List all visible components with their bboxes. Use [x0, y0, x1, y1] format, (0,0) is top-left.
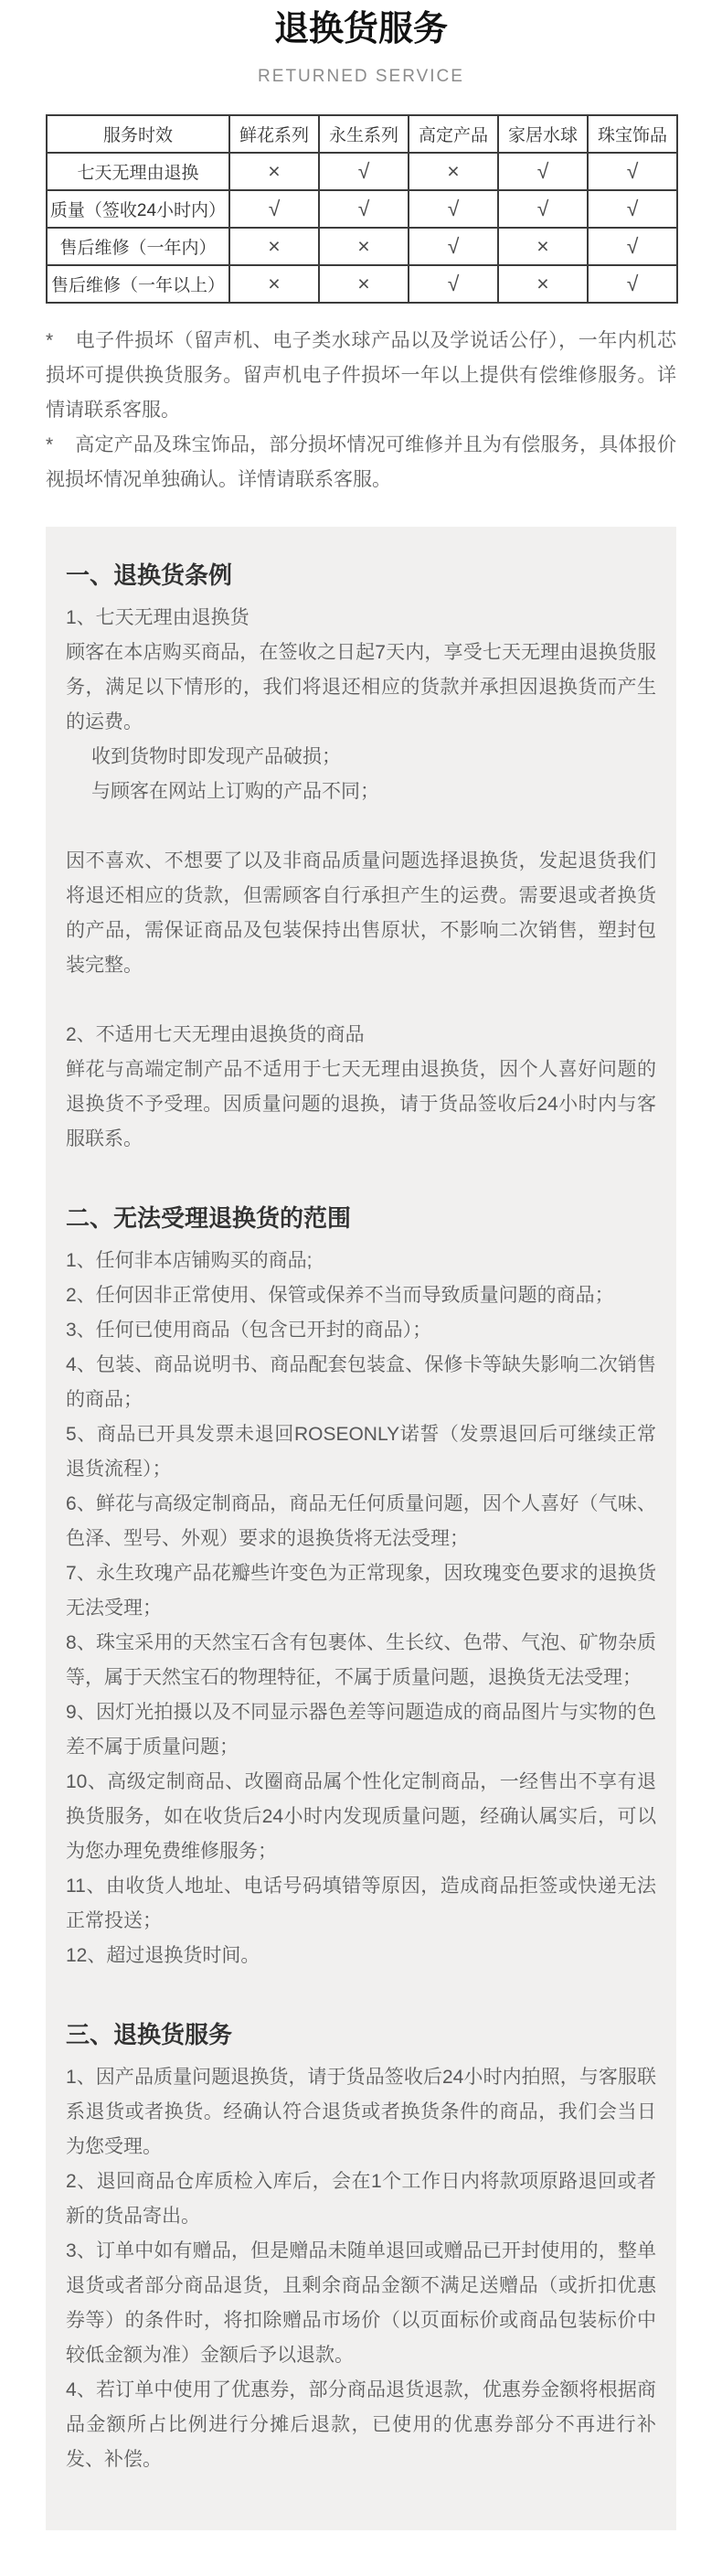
policy-paragraph: 1、因产品质量问题退换货，请于货品签收后24小时内拍照，与客服联系退货或者换货。经确认符合退货或者换货条件的商品，我们会当日为您受理。 — [66, 2066, 656, 2157]
policy-paragraph: 4、包装、商品说明书、商品配套包装盒、保修卡等缺失影响二次销售的商品； — [66, 1353, 656, 1410]
table-header-cell: 鲜花系列 — [229, 115, 319, 153]
policy-paragraph: 收到货物时即发现产品破损； — [91, 745, 341, 767]
policy-paragraph: 鲜花与高端定制产品不适用于七天无理由退换货，因个人喜好问题的退换货不予受理。因质量问题的退换，请于货品签收后24小时内与客服联系。 — [66, 1058, 656, 1149]
policy-paragraph: 3、任何已使用商品（包含已开封的商品）； — [66, 1319, 432, 1341]
check-mark-cell: √ — [409, 265, 498, 303]
table-row — [47, 228, 677, 265]
page-title: 退换货服务 — [273, 10, 448, 48]
policy-paragraph: 与顾客在网站上订购的产品不同； — [91, 780, 379, 802]
service-matrix-table — [46, 114, 678, 304]
check-mark-cell: √ — [409, 190, 498, 228]
footnote-marker: * — [46, 433, 54, 455]
cross-mark-cell: × — [229, 228, 319, 265]
policy-panel — [46, 527, 676, 2530]
policy-paragraph: 3、订单中如有赠品，但是赠品未随单退回或赠品已开封使用的，整单退货或者部分商品退货，且剩余商品金额不满足送赠品（或折扣优惠券等）的条件时，将扣除赠品市场价（以页面标价或商品包装标价中较低金额为准）金额后予以退款。 — [66, 2239, 656, 2366]
policy-paragraph: 11、由收货人地址、电话号码填错等原因，造成商品拒签或快递无法正常投送； — [66, 1875, 656, 1931]
policy-paragraph: 顾客在本店购买商品，在签收之日起7天内，享受七天无理由退换货服务，满足以下情形的，我们将退还相应的货款并承担因退换货而产生的运费。 — [66, 641, 656, 732]
section-heading: 二、无法受理退换货的范围 — [66, 1203, 352, 1232]
policy-section — [66, 2019, 656, 2477]
table-row — [47, 265, 677, 303]
cross-mark-cell: × — [319, 228, 409, 265]
check-mark-cell: √ — [409, 228, 498, 265]
page-subtitle: RETURNED SERVICE — [258, 66, 464, 86]
table-header-cell: 服务时效 — [47, 115, 229, 153]
check-mark-cell: √ — [498, 190, 588, 228]
row-label-cell: 售后维修（一年以上） — [47, 265, 229, 303]
cross-mark-cell: × — [498, 228, 588, 265]
policy-paragraph: 7、永生玫瑰产品花瓣些许变色为正常现象，因玫瑰变色要求的退换货无法受理； — [66, 1562, 656, 1619]
check-mark-cell: √ — [588, 228, 677, 265]
policy-paragraph: 2、任何因非正常使用、保管或保养不当而导致质量问题的商品； — [66, 1284, 614, 1306]
table-header-cell: 高定产品 — [409, 115, 498, 153]
policy-paragraph: 12、超过退换货时间。 — [66, 1944, 260, 1966]
table-row — [47, 190, 677, 228]
footnote: * 电子件损坏（留声机、电子类水球产品以及学说话公仔），一年内机芯损坏可提供换货服务。留声机电子件损坏一年以上提供有偿维修服务。详情请联系客服。 — [46, 324, 676, 428]
cross-mark-cell: × — [409, 153, 498, 190]
check-mark-cell: √ — [498, 153, 588, 190]
policy-section — [66, 560, 656, 1157]
section-heading: 三、退换货服务 — [66, 2020, 233, 2048]
table-header-cell: 家居水球 — [498, 115, 588, 153]
policy-paragraph: 8、珠宝采用的天然宝石含有包裹体、生长纹、色带、气泡、矿物杂质等，属于天然宝石的物理特征，不属于质量问题，退换货无法受理； — [66, 1631, 656, 1688]
table-header-cell: 永生系列 — [319, 115, 409, 153]
policy-paragraph: 10、高级定制商品、改圈商品属个性化定制商品，一经售出不享有退换货服务，如在收货后24小时内发现质量问题，经确认属实后，可以为您办理免费维修服务； — [66, 1770, 656, 1862]
policy-paragraph: 2、退回商品仓库质检入库后，会在1个工作日内将款项原路退回或者新的货品寄出。 — [66, 2170, 656, 2227]
row-label-cell: 质量（签收24小时内） — [47, 190, 229, 228]
policy-paragraph: 9、因灯光拍摄以及不同显示器色差等问题造成的商品图片与实物的色差不属于质量问题； — [66, 1701, 656, 1758]
cross-mark-cell: × — [229, 265, 319, 303]
check-mark-cell: √ — [229, 190, 319, 228]
check-mark-cell: √ — [319, 190, 409, 228]
row-label-cell: 售后维修（一年内） — [47, 228, 229, 265]
policy-paragraph: 4、若订单中使用了优惠券，部分商品退货退款，优惠券金额将根据商品金额所占比例进行分摊后退款，已使用的优惠券部分不再进行补发、补偿。 — [66, 2378, 656, 2470]
policy-paragraph: 5、商品已开具发票未退回ROSEONLY诺誓（发票退回后可继续正常退货流程）； — [66, 1423, 656, 1480]
cross-mark-cell: × — [319, 265, 409, 303]
row-label-cell: 七天无理由退换 — [47, 153, 229, 190]
check-mark-cell: √ — [588, 190, 677, 228]
cross-mark-cell: × — [229, 153, 319, 190]
section-heading: 一、退换货条例 — [66, 561, 233, 589]
check-mark-cell: √ — [319, 153, 409, 190]
table-header-cell: 珠宝饰品 — [588, 115, 677, 153]
footnote-marker: * — [46, 329, 54, 351]
cross-mark-cell: × — [498, 265, 588, 303]
footnotes — [46, 324, 676, 497]
policy-paragraph: 6、鲜花与高级定制商品，商品无任何质量问题，因个人喜好（气味、色泽、型号、外观）要求的退换货将无法受理； — [66, 1492, 656, 1549]
policy-paragraph: 2、不适用七天无理由退换货的商品 — [66, 1023, 365, 1045]
check-mark-cell: √ — [588, 265, 677, 303]
table-row — [47, 153, 677, 190]
policy-paragraph: 1、七天无理由退换货 — [66, 606, 250, 628]
footnote: * 高定产品及珠宝饰品，部分损坏情况可维修并且为有偿服务，具体报价视损坏情况单独确认。详情请联系客服。 — [46, 428, 676, 497]
policy-paragraph: 1、任何非本店铺购买的商品; — [66, 1249, 313, 1271]
service-table-header-row — [47, 115, 677, 153]
policy-paragraph: 因不喜欢、不想要了以及非商品质量问题选择退换货，发起退货我们将退还相应的货款，但需顾客自行承担产生的运费。需要退或者换货的产品，需保证商品及包装保持出售原状，不影响二次销售，塑封包装完整。 — [66, 850, 656, 976]
policy-section — [66, 1202, 656, 1973]
check-mark-cell: √ — [588, 153, 677, 190]
service-table-body — [47, 153, 677, 303]
